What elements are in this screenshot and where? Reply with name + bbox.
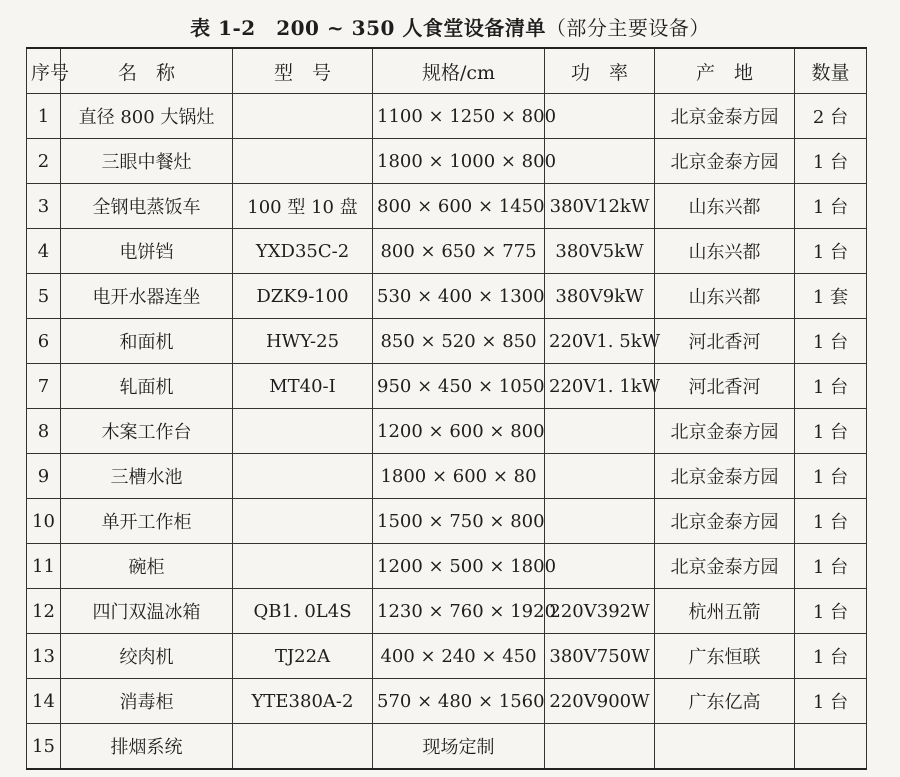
cell-qty: 2 台 [795,94,867,139]
table-row [27,679,867,724]
cell-no: 3 [27,184,61,229]
cell-name: 木案工作台 [61,409,233,454]
cell-model [233,454,373,499]
table-row [27,229,867,274]
cell-power: 380V9kW [545,274,655,319]
cell-spec: 1200 × 500 × 1800 [373,544,545,589]
cell-origin: 河北香河 [655,364,795,409]
cell-origin: 北京金泰方园 [655,139,795,184]
table-row [27,454,867,499]
cell-origin: 杭州五箭 [655,589,795,634]
header-name: 名 称 [61,48,233,94]
cell-spec: 1100 × 1250 × 800 [373,94,545,139]
cell-name: 三槽水池 [61,454,233,499]
cell-qty: 1 台 [795,499,867,544]
cell-no: 15 [27,724,61,770]
cell-no: 4 [27,229,61,274]
cell-origin: 广东亿高 [655,679,795,724]
cell-power: 220V392W [545,589,655,634]
cell-no: 11 [27,544,61,589]
cell-qty: 1 套 [795,274,867,319]
cell-origin: 北京金泰方园 [655,454,795,499]
cell-qty: 1 台 [795,589,867,634]
cell-spec: 1230 × 760 × 1920 [373,589,545,634]
cell-spec: 530 × 400 × 1300 [373,274,545,319]
cell-qty: 1 台 [795,229,867,274]
cell-qty [795,724,867,770]
cell-name: 全钢电蒸饭车 [61,184,233,229]
cell-no: 9 [27,454,61,499]
cell-name: 三眼中餐灶 [61,139,233,184]
cell-spec: 800 × 650 × 775 [373,229,545,274]
cell-model [233,139,373,184]
cell-spec: 1800 × 600 × 80 [373,454,545,499]
cell-power [545,454,655,499]
cell-power: 220V1. 1kW [545,364,655,409]
equipment-table [26,47,867,770]
cell-spec: 1500 × 750 × 800 [373,499,545,544]
cell-spec: 现场定制 [373,724,545,770]
cell-model: DZK9-100 [233,274,373,319]
cell-qty: 1 台 [795,184,867,229]
cell-model [233,94,373,139]
cell-power: 380V5kW [545,229,655,274]
table-row [27,94,867,139]
cell-power: 380V750W [545,634,655,679]
cell-origin: 山东兴都 [655,184,795,229]
table-row [27,589,867,634]
cell-spec: 850 × 520 × 850 [373,319,545,364]
cell-origin: 河北香河 [655,319,795,364]
cell-power: 220V900W [545,679,655,724]
table-row [27,139,867,184]
cell-origin: 山东兴都 [655,229,795,274]
table-row [27,274,867,319]
cell-model: MT40-I [233,364,373,409]
table-title: 表 1-2 200 ~ 350 人食堂设备清单 [190,16,546,40]
cell-qty: 1 台 [795,139,867,184]
cell-no: 6 [27,319,61,364]
cell-power: 380V12kW [545,184,655,229]
cell-model [233,544,373,589]
cell-spec: 950 × 450 × 1050 [373,364,545,409]
cell-no: 1 [27,94,61,139]
table-row [27,409,867,454]
table-header [27,48,867,94]
cell-name: 碗柜 [61,544,233,589]
cell-qty: 1 台 [795,634,867,679]
cell-name: 轧面机 [61,364,233,409]
cell-origin: 北京金泰方园 [655,544,795,589]
cell-model: QB1. 0L4S [233,589,373,634]
table-row [27,724,867,770]
cell-model: YTE380A-2 [233,679,373,724]
cell-no: 7 [27,364,61,409]
cell-name: 绞肉机 [61,634,233,679]
cell-qty: 1 台 [795,454,867,499]
cell-name: 直径 800 大锅灶 [61,94,233,139]
cell-qty: 1 台 [795,364,867,409]
header-model: 型 号 [233,48,373,94]
cell-power: 220V1. 5kW [545,319,655,364]
cell-power [545,499,655,544]
cell-no: 12 [27,589,61,634]
table-row [27,364,867,409]
header-origin: 产 地 [655,48,795,94]
table-row [27,499,867,544]
cell-spec: 400 × 240 × 450 [373,634,545,679]
cell-qty: 1 台 [795,409,867,454]
table-caption [0,12,900,41]
cell-spec: 1200 × 600 × 800 [373,409,545,454]
cell-model [233,499,373,544]
cell-origin: 北京金泰方园 [655,94,795,139]
cell-no: 5 [27,274,61,319]
cell-name: 单开工作柜 [61,499,233,544]
header-row [27,48,867,94]
cell-power [545,94,655,139]
cell-name: 电饼铛 [61,229,233,274]
cell-name: 电开水器连坐 [61,274,233,319]
cell-spec: 1800 × 1000 × 800 [373,139,545,184]
cell-power [545,724,655,770]
header-qty: 数量 [795,48,867,94]
cell-model: HWY-25 [233,319,373,364]
cell-no: 13 [27,634,61,679]
table-row [27,544,867,589]
cell-name: 消毒柜 [61,679,233,724]
cell-name: 和面机 [61,319,233,364]
header-power: 功 率 [545,48,655,94]
cell-origin: 北京金泰方园 [655,409,795,454]
table-row [27,184,867,229]
cell-power [545,409,655,454]
cell-no: 8 [27,409,61,454]
cell-model [233,724,373,770]
cell-name: 四门双温冰箱 [61,589,233,634]
cell-model: TJ22A [233,634,373,679]
cell-spec: 800 × 600 × 1450 [373,184,545,229]
cell-power [545,544,655,589]
cell-model: 100 型 10 盘 [233,184,373,229]
cell-origin: 北京金泰方园 [655,499,795,544]
cell-no: 10 [27,499,61,544]
header-no: 序号 [27,48,61,94]
equipment-table-container [26,47,866,770]
cell-power [545,139,655,184]
cell-no: 14 [27,679,61,724]
cell-origin: 广东恒联 [655,634,795,679]
table-body [27,94,867,770]
cell-name: 排烟系统 [61,724,233,770]
cell-qty: 1 台 [795,679,867,724]
table-row [27,634,867,679]
cell-no: 2 [27,139,61,184]
cell-spec: 570 × 480 × 1560 [373,679,545,724]
table-title-note: （部分主要设备） [545,16,710,40]
header-spec: 规格/cm [373,48,545,94]
cell-model: YXD35C-2 [233,229,373,274]
cell-model [233,409,373,454]
cell-origin: 山东兴都 [655,274,795,319]
cell-qty: 1 台 [795,544,867,589]
cell-origin [655,724,795,770]
table-row [27,319,867,364]
cell-qty: 1 台 [795,319,867,364]
